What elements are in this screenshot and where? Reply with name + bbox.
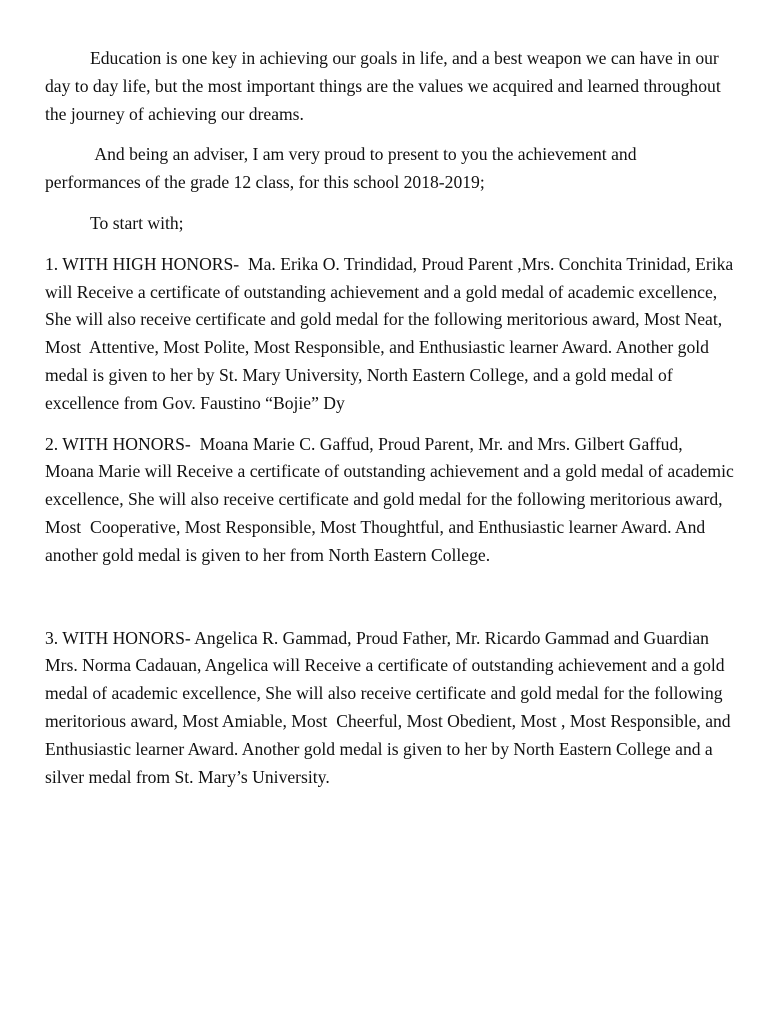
- start-paragraph: To start with;: [90, 212, 184, 233]
- document-body: [45, 45, 739, 791]
- adviser-paragraph: And being an adviser, I am very proud to present to you the achievement and performances of the grade 12 class, for this school 2018-2019;: [45, 144, 641, 193]
- honoree-2-paragraph: 2. WITH HONORS- Moana Marie C. Gaffud, Proud Parent, Mr. and Mrs. Gilbert Gaffud, Moana Marie will Receive a certificate of outstanding achievement and a gold medal of academic excellence, She will also receive certificate and gold medal for the following meritorious award, Most Cooperative, Most Responsible, Most Thoughtful, and Enthusiastic learner Award. And another gold medal is given to her from North Eastern College.: [45, 433, 739, 565]
- intro-paragraph: Education is one key in achieving our goals in life, and a best weapon we can have in our day to day life, but the most important things are the values we acquired and learned throughout the journey of achieving our dreams.: [45, 48, 726, 124]
- honoree-3-paragraph: 3. WITH HONORS- Angelica R. Gammad, Proud Father, Mr. Ricardo Gammad and Guardian Mrs. Norma Cadauan, Angelica will Receive a certificate of outstanding achievement and a gold medal of academic excellence, She will also receive certificate and gold medal for the following meritorious award, Most Amiable, Most Cheerful, Most Obedient, Most , Most Responsible, and Enthusiastic learner Award. Another gold medal is given to her by North Eastern College and a silver medal from St. Mary’s University.: [45, 627, 736, 787]
- honoree-1-paragraph: 1. WITH HIGH HONORS- Ma. Erika O. Trindidad, Proud Parent ,Mrs. Conchita Trinidad, Erika will Receive a certificate of outstanding achievement and a gold medal of academic excellence, She will also receive certificate and gold medal for the following meritorious award, Most Neat, Most Attentive, Most Polite, Most Responsible, and Enthusiastic learner Award. Another gold medal is given to her by St. Mary University, North Eastern College, and a gold medal of excellence from Gov. Faustino “Bojie” Dy: [45, 253, 738, 413]
